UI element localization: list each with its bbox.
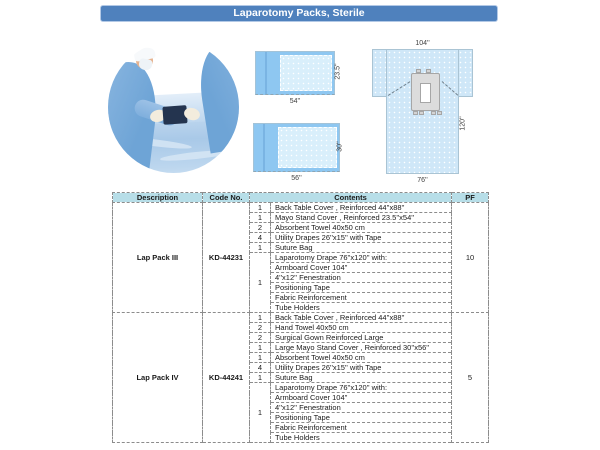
col-header-description: Description — [113, 193, 203, 203]
pack-description: Lap Pack III — [113, 203, 203, 313]
item-qty: 4 — [250, 363, 271, 373]
item-qty: 1 — [250, 383, 271, 443]
pack-pf: 5 — [452, 313, 489, 443]
table-row — [113, 313, 489, 323]
item-qty: 4 — [250, 233, 271, 243]
tape-tab — [416, 69, 421, 73]
pack-code: KD-44231 — [203, 203, 250, 313]
absorbent-pad-area — [280, 55, 332, 91]
item-qty: 1 — [250, 373, 271, 383]
col-header-pf: PF — [452, 193, 489, 203]
fold-line — [265, 52, 267, 94]
item-text: Absorbent Towel 40x50 cm — [271, 223, 452, 233]
item-text: Positioning Tape — [271, 283, 452, 293]
page-title: Laparotomy Packs, Sterile — [100, 5, 498, 22]
dimension-label: 54'' — [289, 98, 301, 105]
item-qty: 1 — [250, 243, 271, 253]
table-row — [113, 203, 489, 213]
absorbent-pad-area — [278, 127, 337, 168]
item-text: Laparotomy Drape 76''x120'' with: — [271, 253, 452, 263]
tape-tab — [426, 69, 431, 73]
products-table — [112, 192, 489, 443]
photo-surgical-mask — [139, 58, 154, 71]
item-text: Suture Bag — [271, 373, 452, 383]
dimension-label: 23.5'' — [334, 63, 342, 80]
pack-code: KD-44241 — [203, 313, 250, 443]
item-text: Fabric Reinforcement — [271, 423, 452, 433]
item-text: Armboard Cover 104'' — [271, 263, 452, 273]
item-text: Positioning Tape — [271, 413, 452, 423]
item-text: Absorbent Towel 40x50 cm — [271, 353, 452, 363]
dimension-label: 120'' — [459, 116, 467, 131]
dimension-label: 56'' — [291, 175, 302, 182]
item-text: Utility Drapes 26''x15'' with Tape — [271, 233, 452, 243]
item-text: Hand Towel 40x50 cm — [271, 323, 452, 333]
item-text: Large Mayo Stand Cover , Reinforced 30''x56'' — [271, 343, 452, 353]
item-qty: 2 — [250, 323, 271, 333]
item-qty: 2 — [250, 223, 271, 233]
item-text: Suture Bag — [271, 243, 452, 253]
item-qty: 1 — [250, 343, 271, 353]
fenestration-window — [420, 83, 431, 103]
item-text: Back Table Cover , Reinforced 44''x88'' — [271, 203, 452, 213]
item-text: 4''x12'' Fenestration — [271, 273, 452, 283]
item-text: Tube Holders — [271, 433, 452, 443]
mayo-stand-cover-diagram — [255, 51, 335, 95]
laparotomy-drape-right-armboard — [458, 49, 473, 97]
tape-tab — [413, 111, 418, 115]
dimension-label: 76'' — [417, 177, 428, 184]
item-text: Utility Drapes 26''x15'' with Tape — [271, 363, 452, 373]
dimension-label: 30'' — [336, 141, 344, 152]
large-mayo-stand-cover-diagram — [253, 123, 340, 172]
item-text: 4''x12'' Fenestration — [271, 403, 452, 413]
surgery-photo — [108, 41, 239, 173]
item-text: Mayo Stand Cover , Reinforced 23.5''x54'' — [271, 213, 452, 223]
item-text: Back Table Cover , Reinforced 44''x88'' — [271, 313, 452, 323]
item-qty: 1 — [250, 253, 271, 313]
tape-tab — [419, 111, 424, 115]
item-qty: 1 — [250, 213, 271, 223]
item-text: Tube Holders — [271, 303, 452, 313]
item-qty: 2 — [250, 333, 271, 343]
col-header-contents: Contents — [250, 193, 452, 203]
item-qty: 1 — [250, 353, 271, 363]
fold-line — [263, 124, 265, 171]
tape-tab — [437, 111, 442, 115]
tape-tab — [431, 111, 436, 115]
item-text: Laparotomy Drape 76''x120'' with: — [271, 383, 452, 393]
item-text: Armboard Cover 104'' — [271, 393, 452, 403]
dimension-label: 104'' — [415, 40, 430, 47]
item-qty: 1 — [250, 313, 271, 323]
pack-description: Lap Pack IV — [113, 313, 203, 443]
laparotomy-drape-left-armboard — [372, 49, 387, 97]
item-text: Fabric Reinforcement — [271, 293, 452, 303]
item-text: Surgical Gown Reinforced Large — [271, 333, 452, 343]
pack-pf: 10 — [452, 203, 489, 313]
item-qty: 1 — [250, 203, 271, 213]
col-header-code: Code No. — [203, 193, 250, 203]
